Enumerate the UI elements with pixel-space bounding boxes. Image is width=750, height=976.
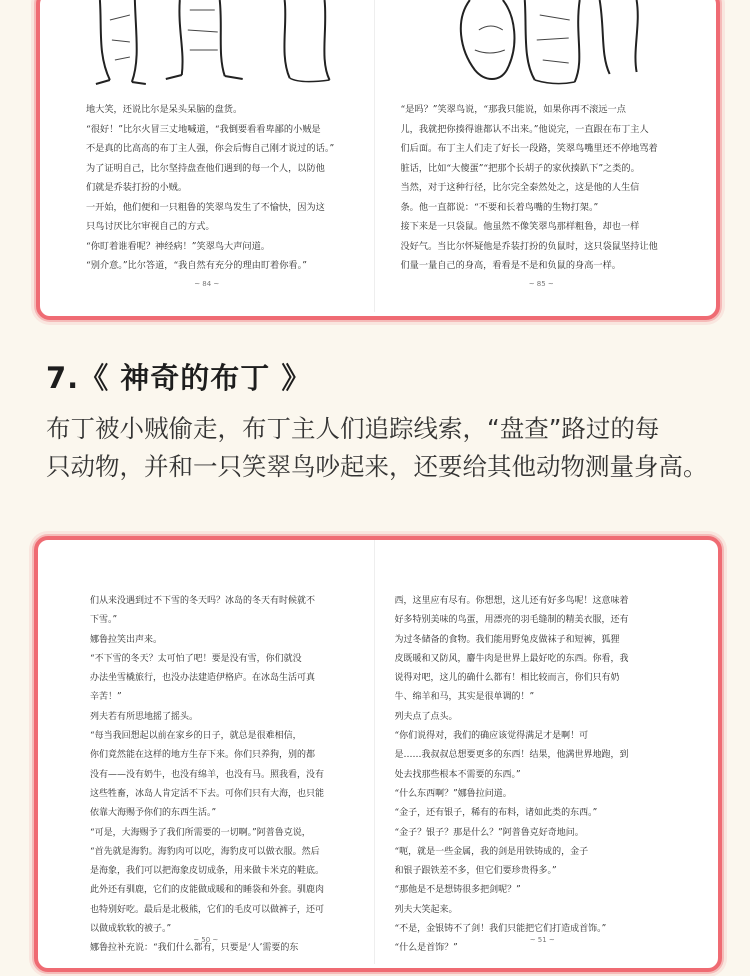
text-line: “那他是不是想铸很多把剑呢？” bbox=[394, 885, 521, 896]
text-line: “不下雪的冬天？太可怕了吧！要是没有雪，你们就没 bbox=[90, 653, 302, 664]
text-line: “不是，金银铸不了剑！我们只能把它们打造成首饰。” bbox=[394, 924, 607, 935]
text-line: 们从来没遇到过不下雪的冬天吗？冰岛的冬天有时候就不 bbox=[90, 596, 316, 606]
text-line: “金子？银子？那是什么？”阿普鲁克好奇地问。 bbox=[394, 827, 584, 838]
text-line: 处去找那些根本不需要的东西。” bbox=[394, 769, 521, 780]
right-illustration bbox=[375, 0, 709, 86]
text-line: 儿，我就把你揍得谁都认不出来。”他说完，一直跟在布丁主人 bbox=[400, 123, 649, 135]
text-line: 为了证明自己，比尔坚持盘查他们遇到的每一个人，以防他 bbox=[86, 162, 325, 174]
text-line: 好多特别美味的鸟蛋，用漂亮的羽毛缝制的精美衣服，还有 bbox=[394, 615, 629, 626]
text-line: “每当我回想起以前在家乡的日子，就总是很难相信， bbox=[90, 731, 302, 742]
text-line: “别介意。”比尔答道，“我自然有充分的理由盯着你看。” bbox=[86, 260, 307, 271]
text-line: 你们竟然能在这样的地方生存下来。你们只养狗，别的都 bbox=[90, 750, 316, 761]
page-number: ~ 50 ~ bbox=[193, 936, 219, 944]
page-body-text bbox=[86, 100, 356, 276]
text-line: “你盯着谁看呢？神经病！”笑翠鸟大声问道。 bbox=[86, 240, 270, 252]
left-illustration bbox=[40, 0, 374, 86]
text-line: “什么是首饰？” bbox=[394, 943, 458, 954]
text-line: “什么东西啊？”娜鲁拉问道。 bbox=[394, 788, 512, 799]
top-left-page bbox=[40, 0, 374, 312]
text-line: 们后面。布丁主人们走了好长一段路，笑翠鸟嘴里还不停地骂着 bbox=[400, 143, 658, 154]
text-line: 辛苦！” bbox=[90, 692, 122, 703]
text-line: 接下来是一只袋鼠。他虽然不像笑翠鸟那样粗鲁，却也一样 bbox=[400, 221, 640, 232]
text-line: “可是，大海赐予了我们所需要的一切啊。”阿普鲁克说， bbox=[90, 827, 311, 838]
text-line: 说得对吧，这儿的确什么都有！相比较而言，你们只有奶 bbox=[394, 673, 620, 684]
text-line: 这些牲畜，冰岛人肯定活不下去。可你们只有大海，也只能 bbox=[90, 788, 325, 799]
text-line: 不是真的比高高的布丁主人强，你会后悔自己刚才说过的话。” bbox=[86, 143, 335, 154]
text-line: 地大笑，还说比尔是呆头呆脑的盘货。 bbox=[86, 104, 243, 115]
page-number: ~ 84 ~ bbox=[194, 280, 220, 288]
text-line: 下雪。” bbox=[90, 615, 118, 626]
bottom-book-spread bbox=[38, 540, 710, 964]
text-line: “很好！”比尔火冒三丈地喊道，“我倒要看看卑鄙的小贼是 bbox=[86, 123, 321, 135]
text-line: 也特别好吃。最后是北极熊，它们的毛皮可以做裤子，还可 bbox=[90, 904, 325, 915]
text-line: 为过冬储备的食物。我们能用野兔皮做袜子和短裤，狐狸 bbox=[394, 634, 620, 645]
text-line: “金子，还有银子，稀有的布料，诸如此类的东西。” bbox=[394, 808, 598, 819]
page-number: ~ 85 ~ bbox=[528, 280, 554, 288]
text-line: 此外还有驯鹿，它们的皮能做成暖和的睡袋和外套。驯鹿肉 bbox=[90, 885, 325, 896]
text-line: 当然，对于这种行径，比尔完全泰然处之，这是他的人生信 bbox=[400, 182, 640, 193]
text-line: 列夫若有所思地摇了摇头。 bbox=[90, 711, 199, 722]
section-description bbox=[46, 410, 736, 486]
text-line: 一开始，他们便和一只粗鲁的笑翠鸟发生了不愉快，因为这 bbox=[86, 201, 325, 213]
description-line: 布丁被小贼偷走，布丁主人们追踪线索，“盘查”路过的每 bbox=[46, 414, 660, 443]
page-body-text bbox=[401, 100, 669, 276]
bottom-right-page bbox=[374, 540, 711, 964]
text-line: 是……我叔叔总想要更多的东西！结果，他满世界地跑，到 bbox=[394, 750, 629, 761]
section-title: 7.《 神奇的布丁 》 bbox=[46, 361, 312, 395]
text-line: 脏话，比如“大傻蛋”“把那个长胡子的家伙揍趴下”之类的。 bbox=[400, 162, 640, 174]
page-body-text bbox=[395, 592, 665, 959]
text-line: 是海象，我们可以把海象皮切成条，用来做卡米克的鞋底。 bbox=[90, 866, 325, 877]
text-line: 以做成软软的被子。” bbox=[90, 924, 172, 935]
text-line: 只鸟讨厌比尔审视自己的方式。 bbox=[86, 221, 215, 232]
text-line: 皮既暖和又防风，麝牛肉是世界上最好吃的东西。你看，我 bbox=[394, 653, 629, 664]
text-line: 办法坐雪橇旅行，也没办法建造伊格庐。在冰岛生活可真 bbox=[90, 673, 316, 684]
bottom-left-page bbox=[38, 540, 374, 964]
text-line: “你们说得对，我们的确应该觉得满足才是啊！可 bbox=[394, 731, 589, 742]
text-line: “是吗？”笑翠鸟说，“那我只能说，如果你再不滚远一点 bbox=[400, 104, 626, 115]
text-line: 西，这里应有尽有。你想想，这儿还有好多鸟呢！这意味着 bbox=[394, 596, 629, 606]
text-line: 牛、绵羊和马，其实是很单调的！” bbox=[394, 692, 535, 703]
text-line: 列夫点了点头。 bbox=[394, 711, 458, 722]
text-line: 们就是乔装打扮的小贼。 bbox=[86, 182, 188, 193]
text-line: “首先就是海豹。海豹肉可以吃，海豹皮可以做衣服。然后 bbox=[90, 846, 320, 857]
text-line: 娜鲁拉补充说：“我们什么都有，只要是‘人’需要的东 bbox=[90, 943, 299, 954]
text-line: 没好气。当比尔怀疑他是乔装打扮的负鼠时，这只袋鼠坚持让他 bbox=[400, 240, 658, 252]
text-line: 和银子跟铁差不多，但它们要珍贵得多。” bbox=[394, 866, 557, 877]
text-line: 娜鲁拉笑出声来。 bbox=[90, 634, 163, 645]
text-line: 们量一量自己的身高，看看是不是和负鼠的身高一样。 bbox=[400, 260, 621, 271]
description-line: 只动物，并和一只笑翠鸟吵起来，还要给其他动物测量身高。 bbox=[46, 452, 708, 481]
text-line: “呃，就是一些金属，我的剑是用铁铸成的，金子 bbox=[394, 846, 589, 857]
text-line: 没有——没有奶牛，也没有绵羊，也没有马。照我看，没有 bbox=[90, 769, 325, 780]
top-book-spread bbox=[40, 0, 708, 312]
text-line: 条。他一直都说：“不要和长着鸟嘴的生物打架。” bbox=[400, 201, 599, 213]
page-body-text bbox=[90, 592, 360, 959]
text-line: 依靠大海赐予你们的东西生活。” bbox=[90, 808, 217, 819]
top-right-page bbox=[374, 0, 709, 312]
text-line: 列夫大笑起来。 bbox=[394, 904, 458, 915]
page-number: ~ 51 ~ bbox=[529, 936, 555, 944]
